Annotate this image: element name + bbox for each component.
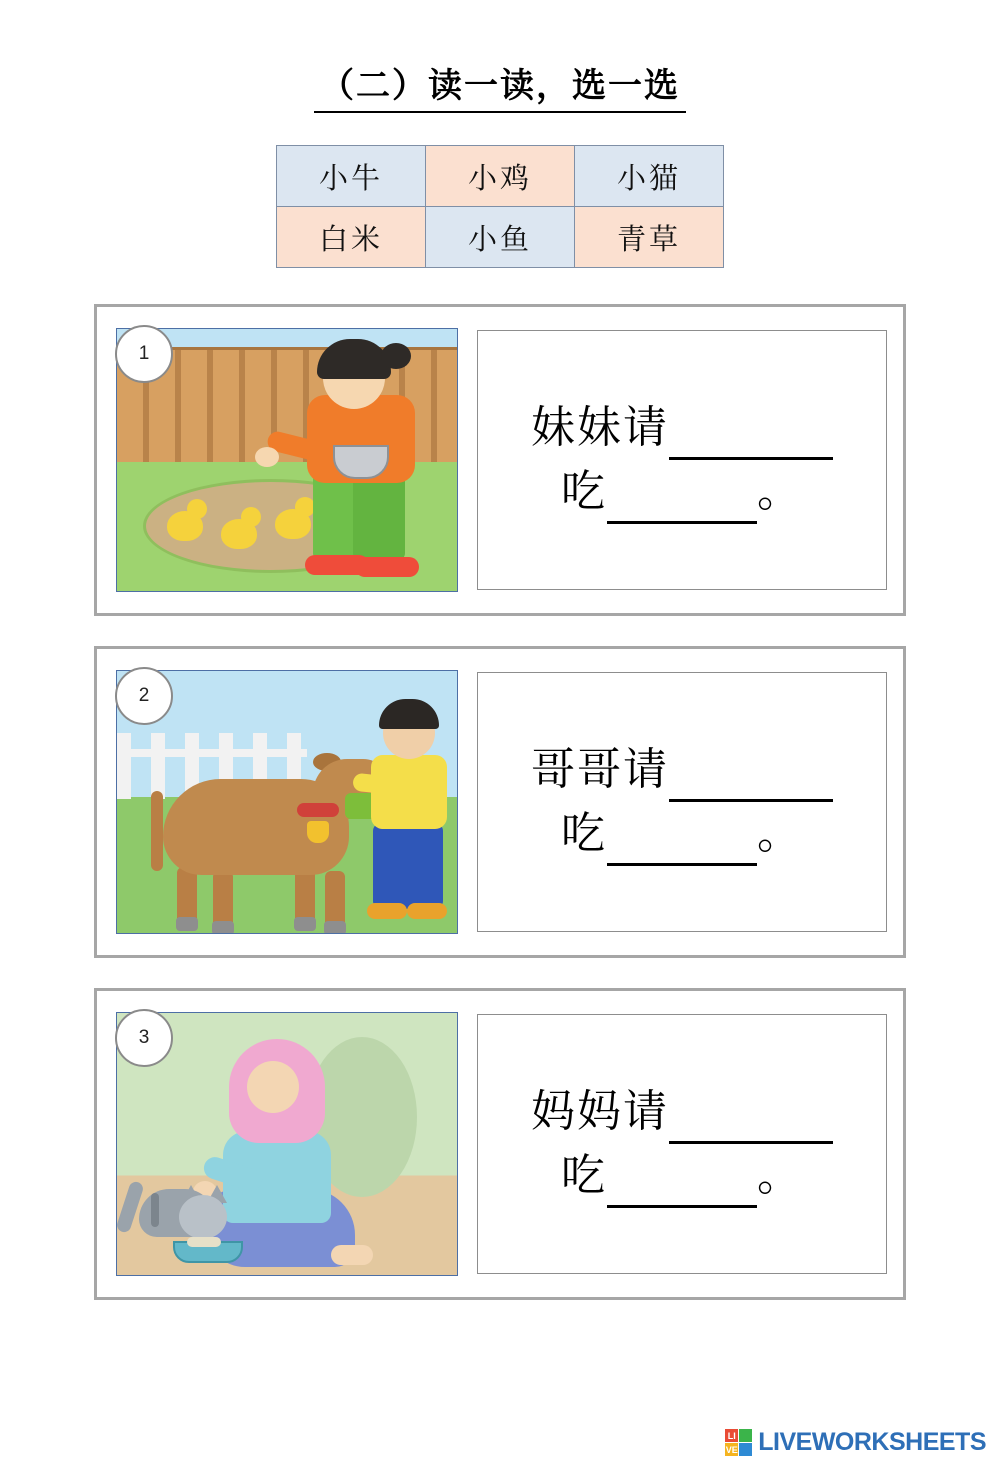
answer-blank[interactable] — [669, 423, 833, 460]
answer-blank[interactable] — [607, 1171, 757, 1208]
question-row — [94, 646, 906, 958]
chick-icon — [275, 509, 311, 539]
girl-hair-graphic — [317, 339, 391, 379]
sentence-line-1 — [531, 738, 833, 802]
questions-container — [94, 304, 906, 1300]
page-title: （二）读一读，选一选 — [314, 58, 686, 113]
cow-collar-graphic — [297, 803, 339, 817]
cow-bell-icon — [307, 821, 329, 843]
sentence-prefix: 妹妹请 — [531, 403, 669, 453]
sentence-suffix: 。 — [757, 1151, 803, 1200]
word-bank-cell[interactable]: 青草 — [575, 207, 724, 268]
question-image-cell — [97, 991, 477, 1297]
word-bank-cell[interactable]: 白米 — [277, 207, 426, 268]
answer-blank[interactable] — [669, 765, 833, 802]
chick-icon — [221, 519, 257, 549]
boy-shoe-graphic — [407, 903, 447, 919]
cat-head-graphic — [179, 1195, 227, 1239]
sentence-line-1 — [531, 1080, 833, 1144]
sentence-prefix: 哥哥请 — [531, 745, 669, 795]
word-bank-cell[interactable]: 小猫 — [575, 146, 724, 207]
logo-square-blue — [739, 1443, 752, 1456]
sentence-prefix: 吃 — [561, 467, 607, 516]
cow-hoof-graphic — [324, 921, 346, 934]
answer-blank[interactable] — [607, 829, 757, 866]
word-bank-table — [276, 145, 724, 268]
sentence-prefix: 吃 — [561, 1151, 607, 1200]
sentence-line-2 — [561, 460, 803, 524]
word-bank-container — [0, 145, 1000, 268]
fish-graphic — [187, 1237, 221, 1247]
logo-square-li: LI — [725, 1429, 738, 1442]
cat-stripe-graphic — [151, 1193, 159, 1227]
question-image-cell — [97, 307, 477, 613]
cow-hoof-graphic — [294, 917, 316, 931]
cow-hoof-graphic — [176, 917, 198, 931]
logo-brand-text: LIVEWORKSHEETS — [758, 1428, 986, 1456]
answer-sentence-box[interactable] — [477, 330, 887, 590]
word-bank-cell[interactable]: 小鸡 — [426, 146, 575, 207]
logo-square-ve: VE — [725, 1444, 738, 1455]
shoe-graphic — [355, 557, 419, 577]
liveworksheets-logo[interactable] — [725, 1428, 986, 1457]
woman-face-graphic — [247, 1061, 299, 1113]
logo-squares-icon — [725, 1429, 752, 1456]
question-number-badge: 2 — [115, 667, 173, 725]
sentence-suffix: 。 — [757, 809, 803, 858]
chick-icon — [167, 511, 203, 541]
sentence-line-2 — [561, 1144, 803, 1208]
answer-sentence-box[interactable] — [477, 672, 887, 932]
girl-hand-graphic — [255, 447, 279, 467]
sentence-prefix: 妈妈请 — [531, 1087, 669, 1137]
cow-tail-graphic — [151, 791, 163, 871]
woman-foot-graphic — [331, 1245, 373, 1265]
feed-bowl-graphic — [333, 445, 389, 479]
question-image-cell — [97, 649, 477, 955]
sentence-suffix: 。 — [757, 467, 803, 516]
question-row — [94, 988, 906, 1300]
boy-shoe-graphic — [367, 903, 407, 919]
cow-hoof-graphic — [212, 921, 234, 934]
word-bank-row — [277, 207, 724, 268]
word-bank-row — [277, 146, 724, 207]
answer-blank[interactable] — [669, 1107, 833, 1144]
girl-ponytail-graphic — [381, 343, 411, 369]
logo-square-green — [739, 1429, 752, 1442]
answer-sentence-box[interactable] — [477, 1014, 887, 1274]
question-row — [94, 304, 906, 616]
question-number-badge: 1 — [115, 325, 173, 383]
word-bank-cell[interactable]: 小鱼 — [426, 207, 575, 268]
question-number-badge: 3 — [115, 1009, 173, 1067]
answer-blank[interactable] — [607, 487, 757, 524]
sentence-line-1 — [531, 396, 833, 460]
sentence-prefix: 吃 — [561, 809, 607, 858]
boy-pants-graphic — [373, 823, 443, 909]
boy-shirt-graphic — [371, 755, 447, 829]
title-container — [0, 58, 1000, 113]
boy-hair-graphic — [379, 699, 439, 729]
word-bank-cell[interactable]: 小牛 — [277, 146, 426, 207]
sentence-line-2 — [561, 802, 803, 866]
